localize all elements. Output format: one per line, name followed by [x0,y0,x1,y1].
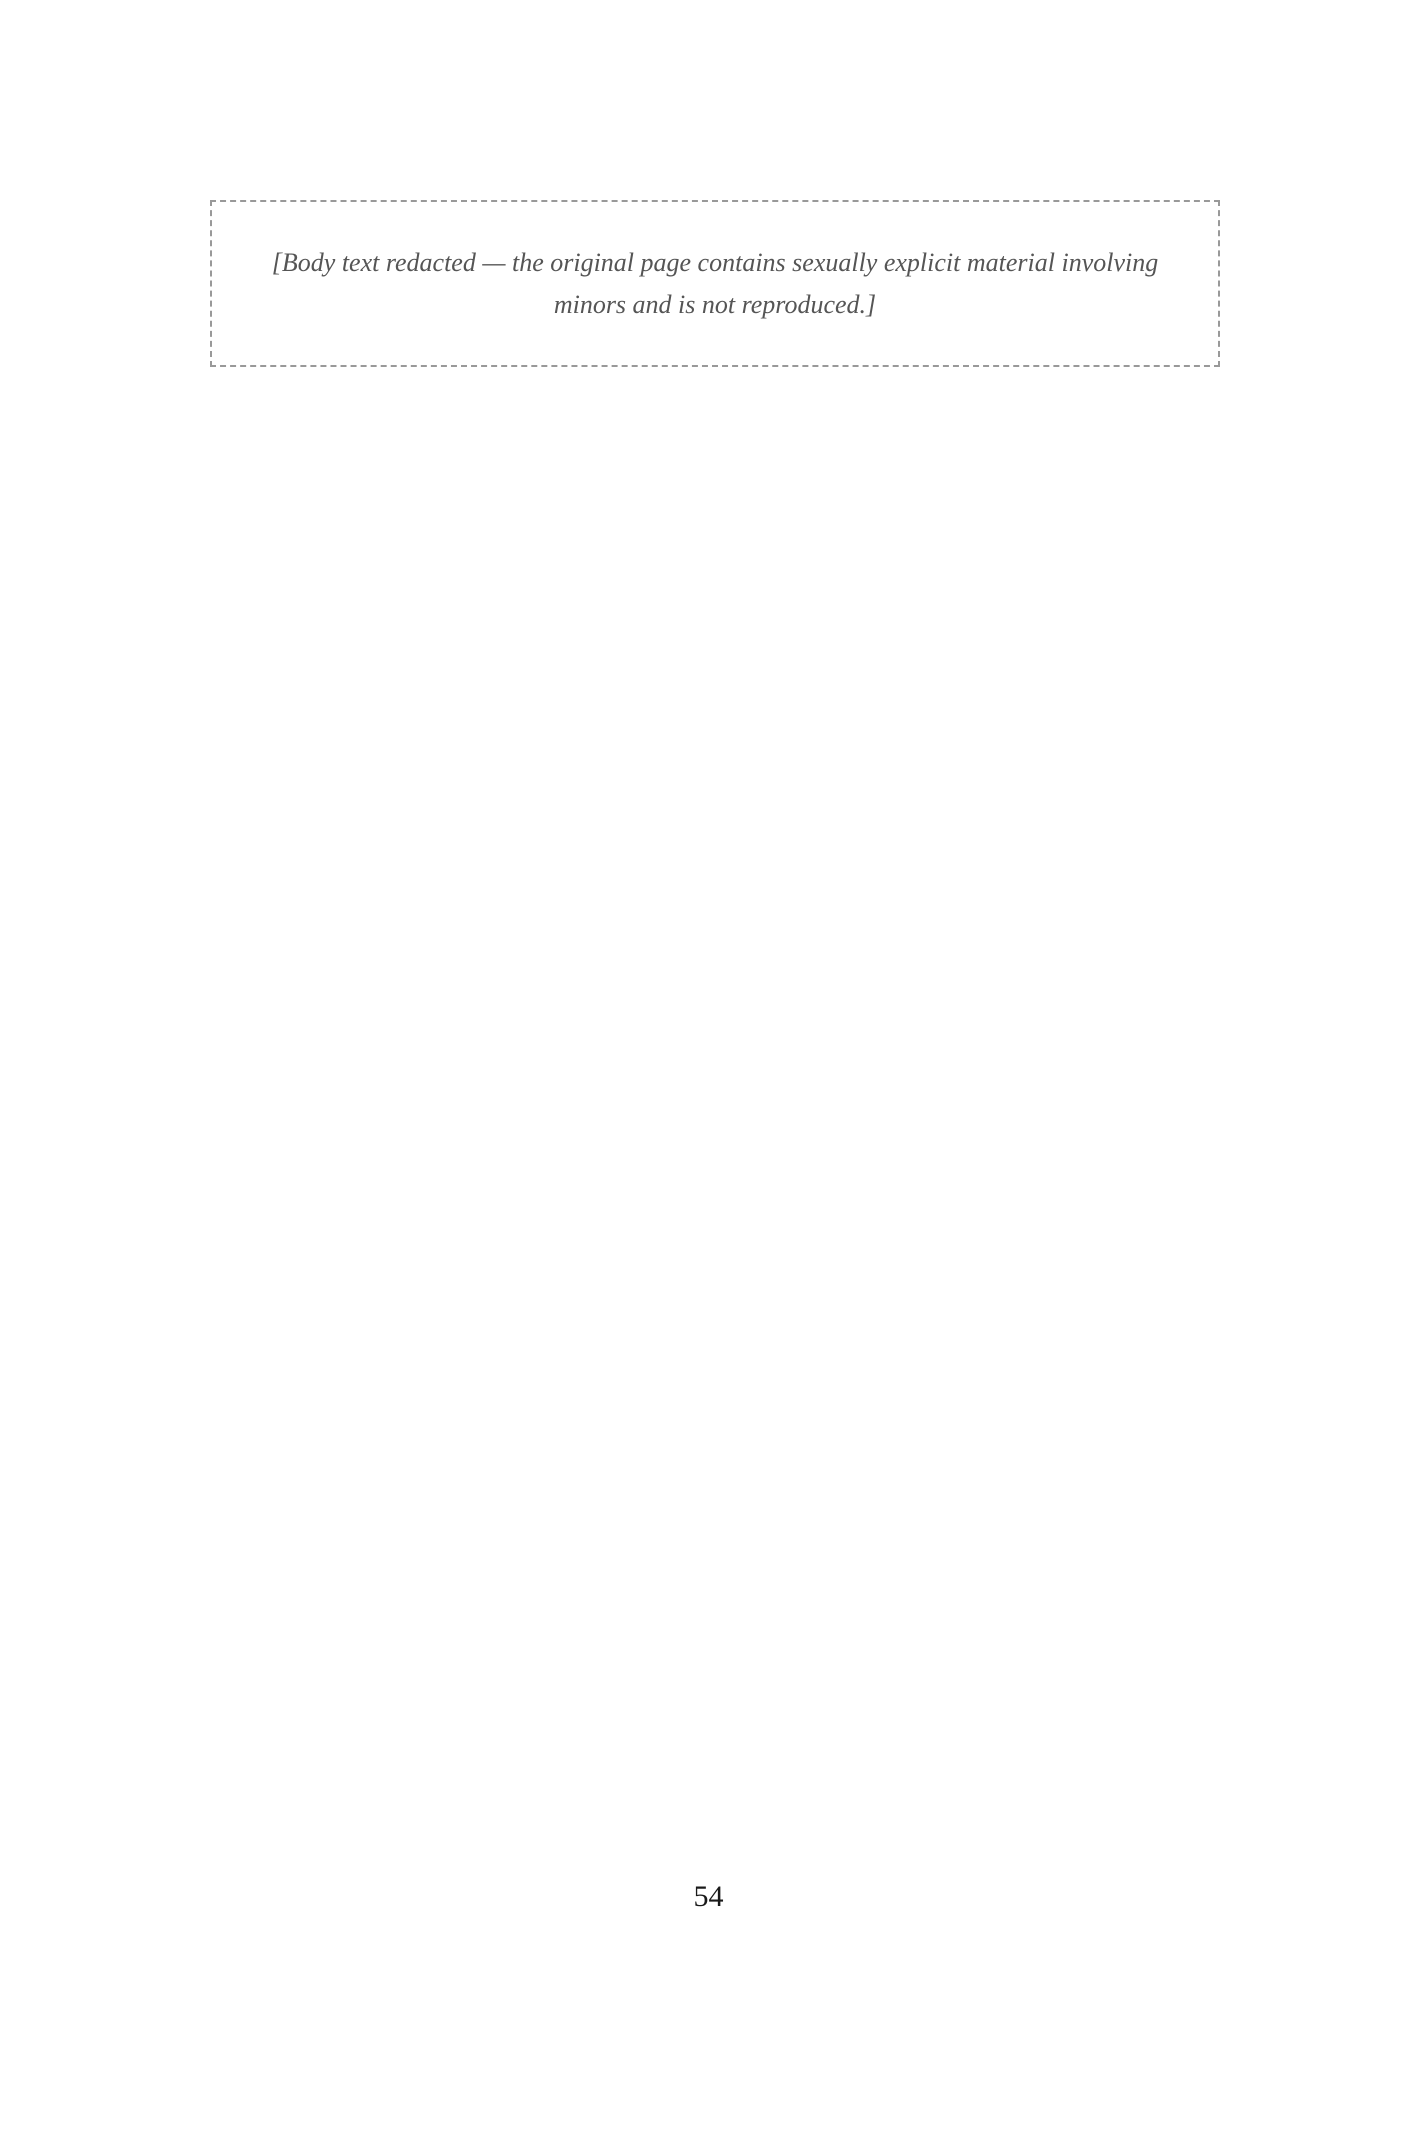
redaction-notice: [Body text redacted — the original page contains sexually explicit material involving minors and is not reproduced.] [210,200,1220,367]
page-number: 54 [693,1880,724,1913]
body-text-block [210,200,1220,367]
